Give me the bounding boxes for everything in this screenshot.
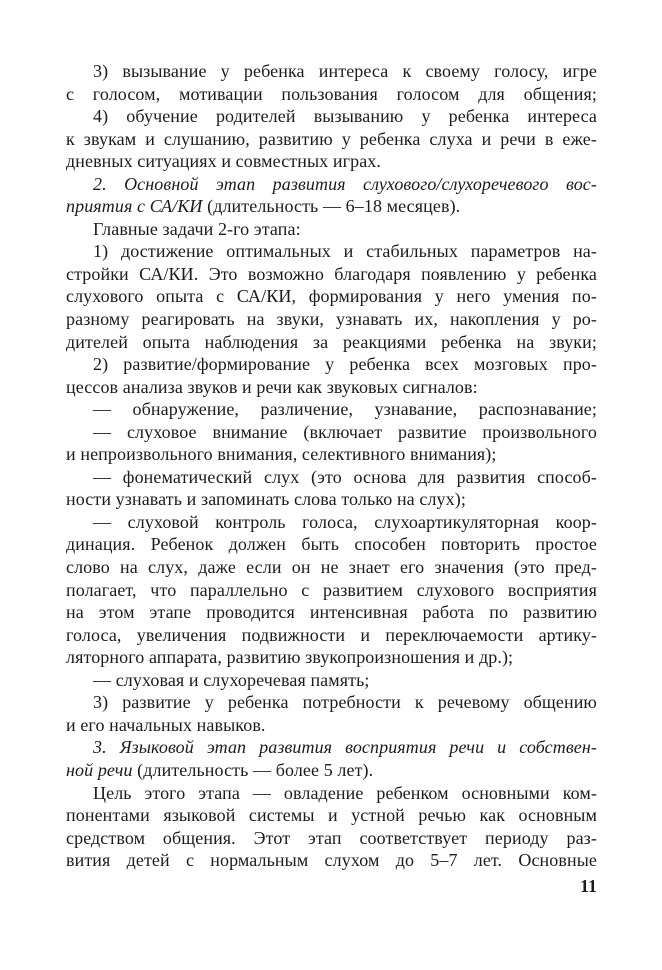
paragraph [66,736,597,781]
text-segment: 1) достижение оптимальных и стабильных параметров на- [93,241,597,262]
text-segment: динация. Ребенок должен быть способен повторить простое [66,534,597,555]
text-line [66,466,597,489]
text-segment: стройки СА/КИ. Это возможно благодаря появлению у ребенка [66,263,597,284]
text-segment: (длительность — более 5 лет). [137,759,374,780]
text-line [66,398,597,421]
text-line [66,285,597,308]
text-line [66,218,597,241]
text-line [66,714,597,737]
text-segment: на этом этапе проводится интенсивная работа по развитию [66,602,597,623]
text-segment: 4) обучение родителей вызыванию у ребенка интереса [93,106,597,127]
text-segment: 3) развитие у ребенка потребности к речевому общению [93,692,597,713]
text-line [66,736,597,759]
text-line [66,579,597,602]
text-line [66,421,597,444]
text-line [66,173,597,196]
text-segment: — слуховой контроль голоса, слухоартикуляторная коор- [93,511,597,532]
text-line [66,511,597,534]
text-segment: ляторного аппарата, развитию звукопроизношения и др.); [66,647,514,668]
text-segment: приятия с СА/КИ [66,196,208,217]
paragraph [66,782,597,872]
text-line [66,827,597,850]
text-line [66,601,597,624]
text-line [66,624,597,647]
paragraph [66,398,597,421]
text-segment: — обнаружение, различение, узнавание, распознавание; [93,399,597,420]
text-segment: с голосом, мотивации пользования голосом для общения; [66,83,597,104]
text-line [66,759,597,782]
text-line [66,105,597,128]
text-segment: — слуховое внимание (включает развитие произвольного [93,421,597,442]
page-number: 11 [579,876,597,896]
text-segment: ной речи [66,759,138,780]
text-segment: — фонематический слух (это основа для развития способ- [93,466,597,487]
text-line [66,646,597,669]
text-line [66,240,597,263]
paragraph [66,421,597,466]
text-line [66,556,597,579]
text-segment: и непроизвольного внимания, селективного внимания); [66,444,497,465]
text-line [66,691,597,714]
text-line [66,488,597,511]
text-line [66,60,597,83]
paragraph [66,691,597,736]
text-line [66,195,597,218]
text-line [66,308,597,331]
text-segment: к звукам и слушанию, развитию у ребенка слуха и речи в еже- [66,128,597,149]
text-segment: разному реагировать на звуки, узнавать их, накопления у ро- [66,309,597,330]
text-segment: 3) вызывание у ребенка интереса к своему голосу, игре [93,61,597,81]
text-segment: 2. Основной этап развития слухового/слухоречевого вос- [93,173,597,194]
text-line [66,443,597,466]
text-segment: 2) развитие/формирование у ребенка всех мозговых про- [93,354,597,375]
text-segment: (длительность — 6–18 месяцев). [207,196,461,217]
text-segment: дневных ситуациях и совместных играх. [66,151,381,172]
paragraph [66,669,597,692]
text-line [66,782,597,805]
text-line [66,804,597,827]
text-segment: вития детей с нормальным слухом до 5–7 лет. Основные [66,850,597,871]
paragraph [66,353,597,398]
text-segment: слово на слух, даже если он не знает его значения (это пред- [66,557,597,578]
text-line [66,669,597,692]
text-segment: средством общения. Этот этап соответствует периоду раз- [66,827,597,848]
text-segment: — слуховая и слухоречевая память; [93,669,370,690]
text-line [66,128,597,151]
text-segment: 3. Языковой этап развития восприятия речи и собствен- [93,737,597,758]
text-segment: слухового опыта с СА/КИ, формирования у него умения по- [66,286,597,307]
text-line [66,353,597,376]
text-line [66,533,597,556]
paragraph [66,173,597,218]
paragraph [66,60,597,105]
text-line [66,263,597,286]
text-segment: ности узнавать и запоминать слова только на слух); [66,489,466,510]
paragraph [66,105,597,173]
text-segment: полагает, что параллельно с развитием слухового восприятия [66,579,597,600]
text-segment: и его начальных навыков. [66,714,266,735]
text-line [66,376,597,399]
paragraph [66,240,597,353]
text-line [66,849,597,872]
text-segment: дителей опыта наблюдения за реакциями ребенка на звуки; [66,331,597,352]
paragraph [66,511,597,669]
text-segment: Главные задачи 2-го этапа: [93,218,301,239]
text-line [66,83,597,106]
paragraph [66,466,597,511]
text-segment: голоса, увеличения подвижности и переключаемости артику- [66,624,597,645]
text-segment: понентами языковой системы и устной речью как основным [66,805,597,826]
text-line [66,150,597,173]
text-segment: Цель этого этапа — овладение ребенком основными ком- [93,782,597,803]
text-segment: цессов анализа звуков и речи как звуковых сигналов: [66,376,478,397]
page-text [66,60,597,872]
paragraph [66,218,597,241]
text-line [66,331,597,354]
